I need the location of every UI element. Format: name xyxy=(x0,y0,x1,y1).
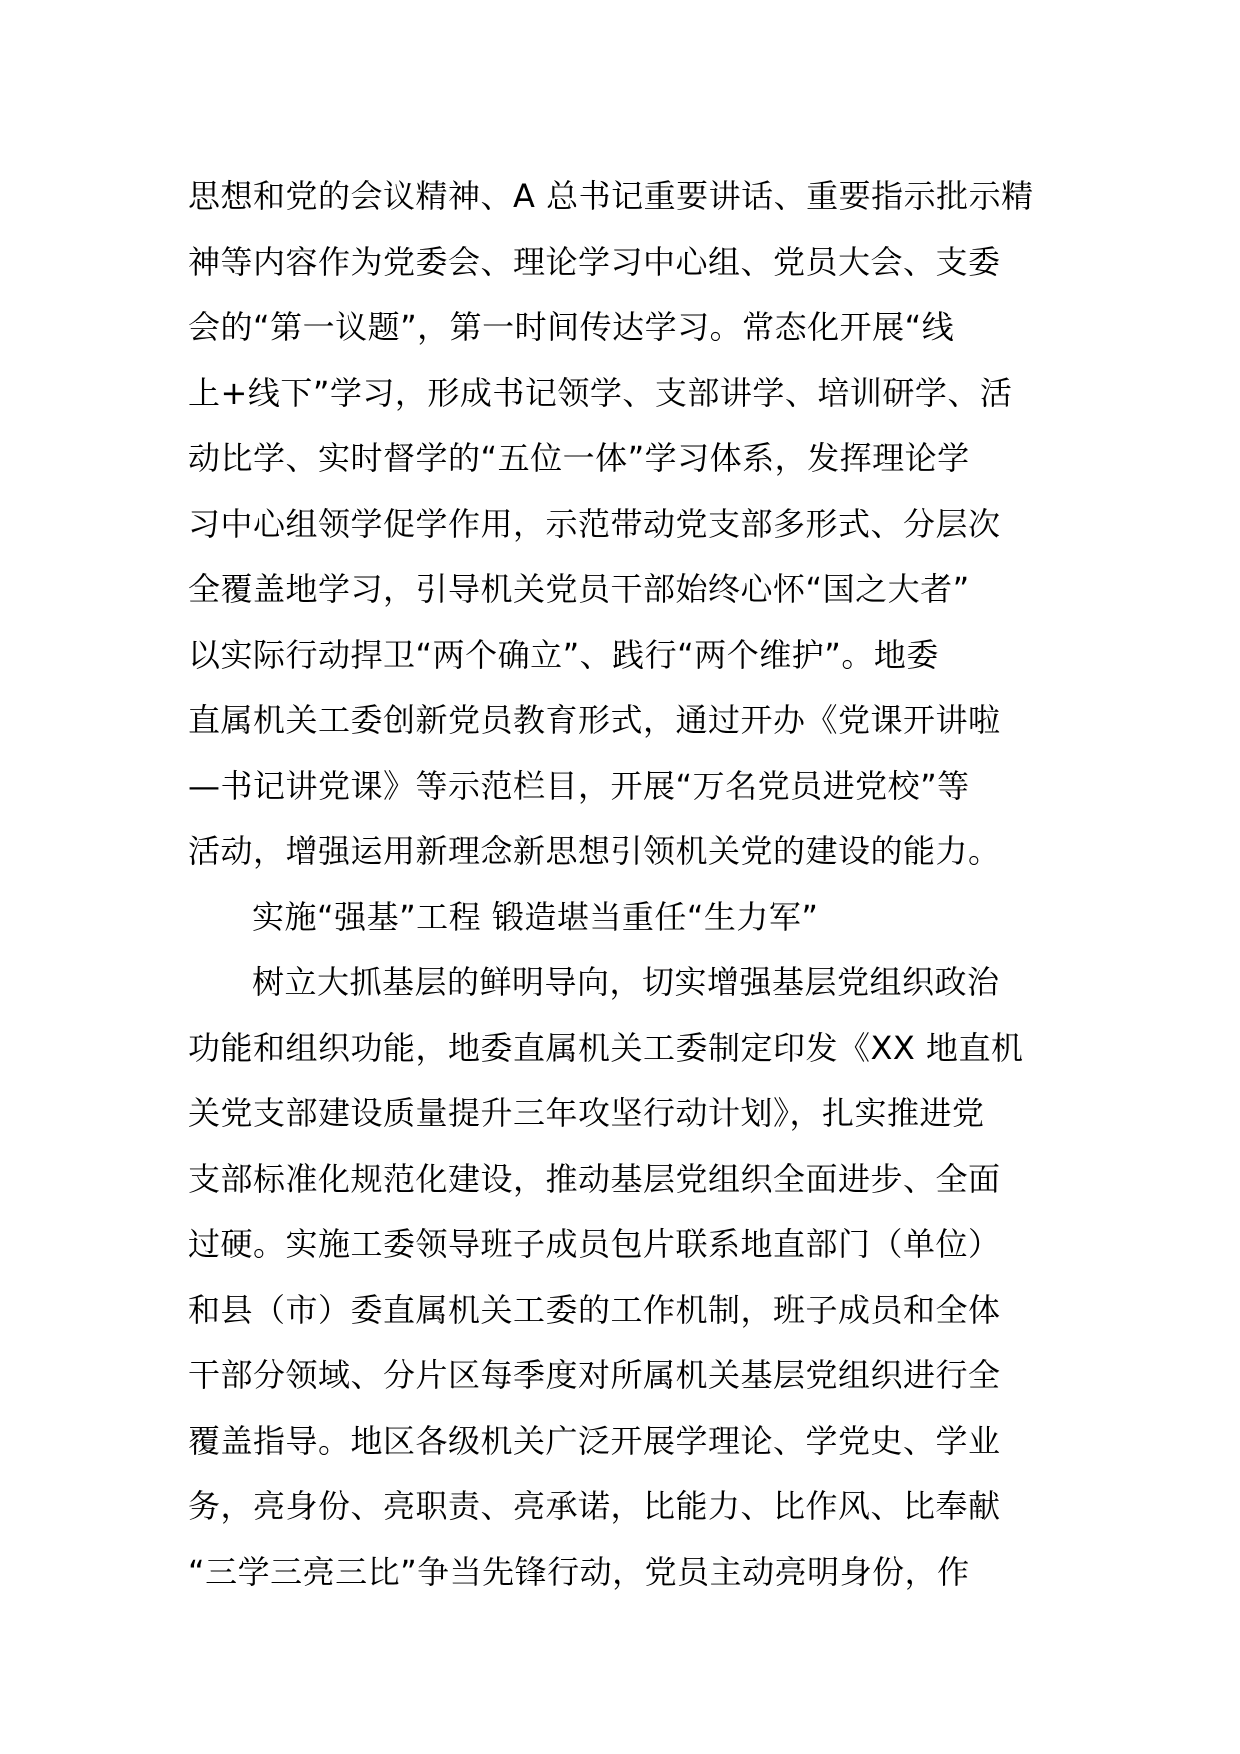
paragraph-line: 动比学、实时督学的“五位一体”学习体系，发挥理论学 xyxy=(188,439,970,477)
paragraph-line: 和县（市）委直属机关工委的工作机制，班子成员和全体 xyxy=(188,1290,1001,1329)
paragraph-line: 支部标准化规范化建设，推动基层党组织全面进步、全面 xyxy=(188,1159,1001,1198)
paragraph-line: 树立大抓基层的鲜明导向，切实增强基层党组织政治 xyxy=(252,963,1000,1001)
paragraph-line: 直属机关工委创新党员教育形式，通过开办《党课开讲啦 xyxy=(188,701,1001,739)
paragraph-line: 务，亮身份、亮职责、亮承诺，比能力、比作风、比奉献 xyxy=(188,1487,1001,1525)
paragraph-line: 干部分领域、分片区每季度对所属机关基层党组织进行全 xyxy=(188,1356,1001,1394)
paragraph-line: 功能和组织功能，地委直属机关工委制定印发《XX 地直机 xyxy=(188,1028,1024,1067)
paragraph-line: 关党支部建设质量提升三年攻坚行动计划》，扎实推进党 xyxy=(188,1094,985,1132)
section-heading: 实施“强基”工程 锻造堪当重任“生力军” xyxy=(252,897,819,936)
paragraph-line: 神等内容作为党委会、理论学习中心组、党员大会、支委 xyxy=(188,242,1001,281)
paragraph-line: “三学三亮三比”争当先锋行动，党员主动亮明身份，作 xyxy=(188,1552,970,1591)
paragraph-line: 活动，增强运用新理念新思想引领机关党的建设的能力。 xyxy=(188,832,1001,870)
paragraph-line: —书记讲党课》等示范栏目，开展“万名党员进党校”等 xyxy=(188,766,970,805)
paragraph-line: 思想和党的会议精神、A 总书记重要讲话、重要指示批示精 xyxy=(188,177,1034,215)
document-body xyxy=(188,164,1068,1605)
paragraph-line: 覆盖指导。地区各级机关广泛开展学理论、学党史、学业 xyxy=(188,1421,1001,1460)
paragraph-line: 习中心组领学促学作用，示范带动党支部多形式、分层次 xyxy=(188,504,1001,543)
paragraph-line: 会的“第一议题”，第一时间传达学习。常态化开展“线 xyxy=(188,308,955,346)
paragraph-line: 过硬。实施工委领导班子成员包片联系地直部门（单位） xyxy=(188,1225,1001,1263)
paragraph-line: 上+线下”学习，形成书记领学、支部讲学、培训研学、活 xyxy=(188,373,1013,412)
paragraph-line: 以实际行动捍卫“两个确立”、践行“两个维护”。地委 xyxy=(188,635,939,674)
paragraph-line: 全覆盖地学习，引导机关党员干部始终心怀“国之大者” xyxy=(188,570,970,608)
